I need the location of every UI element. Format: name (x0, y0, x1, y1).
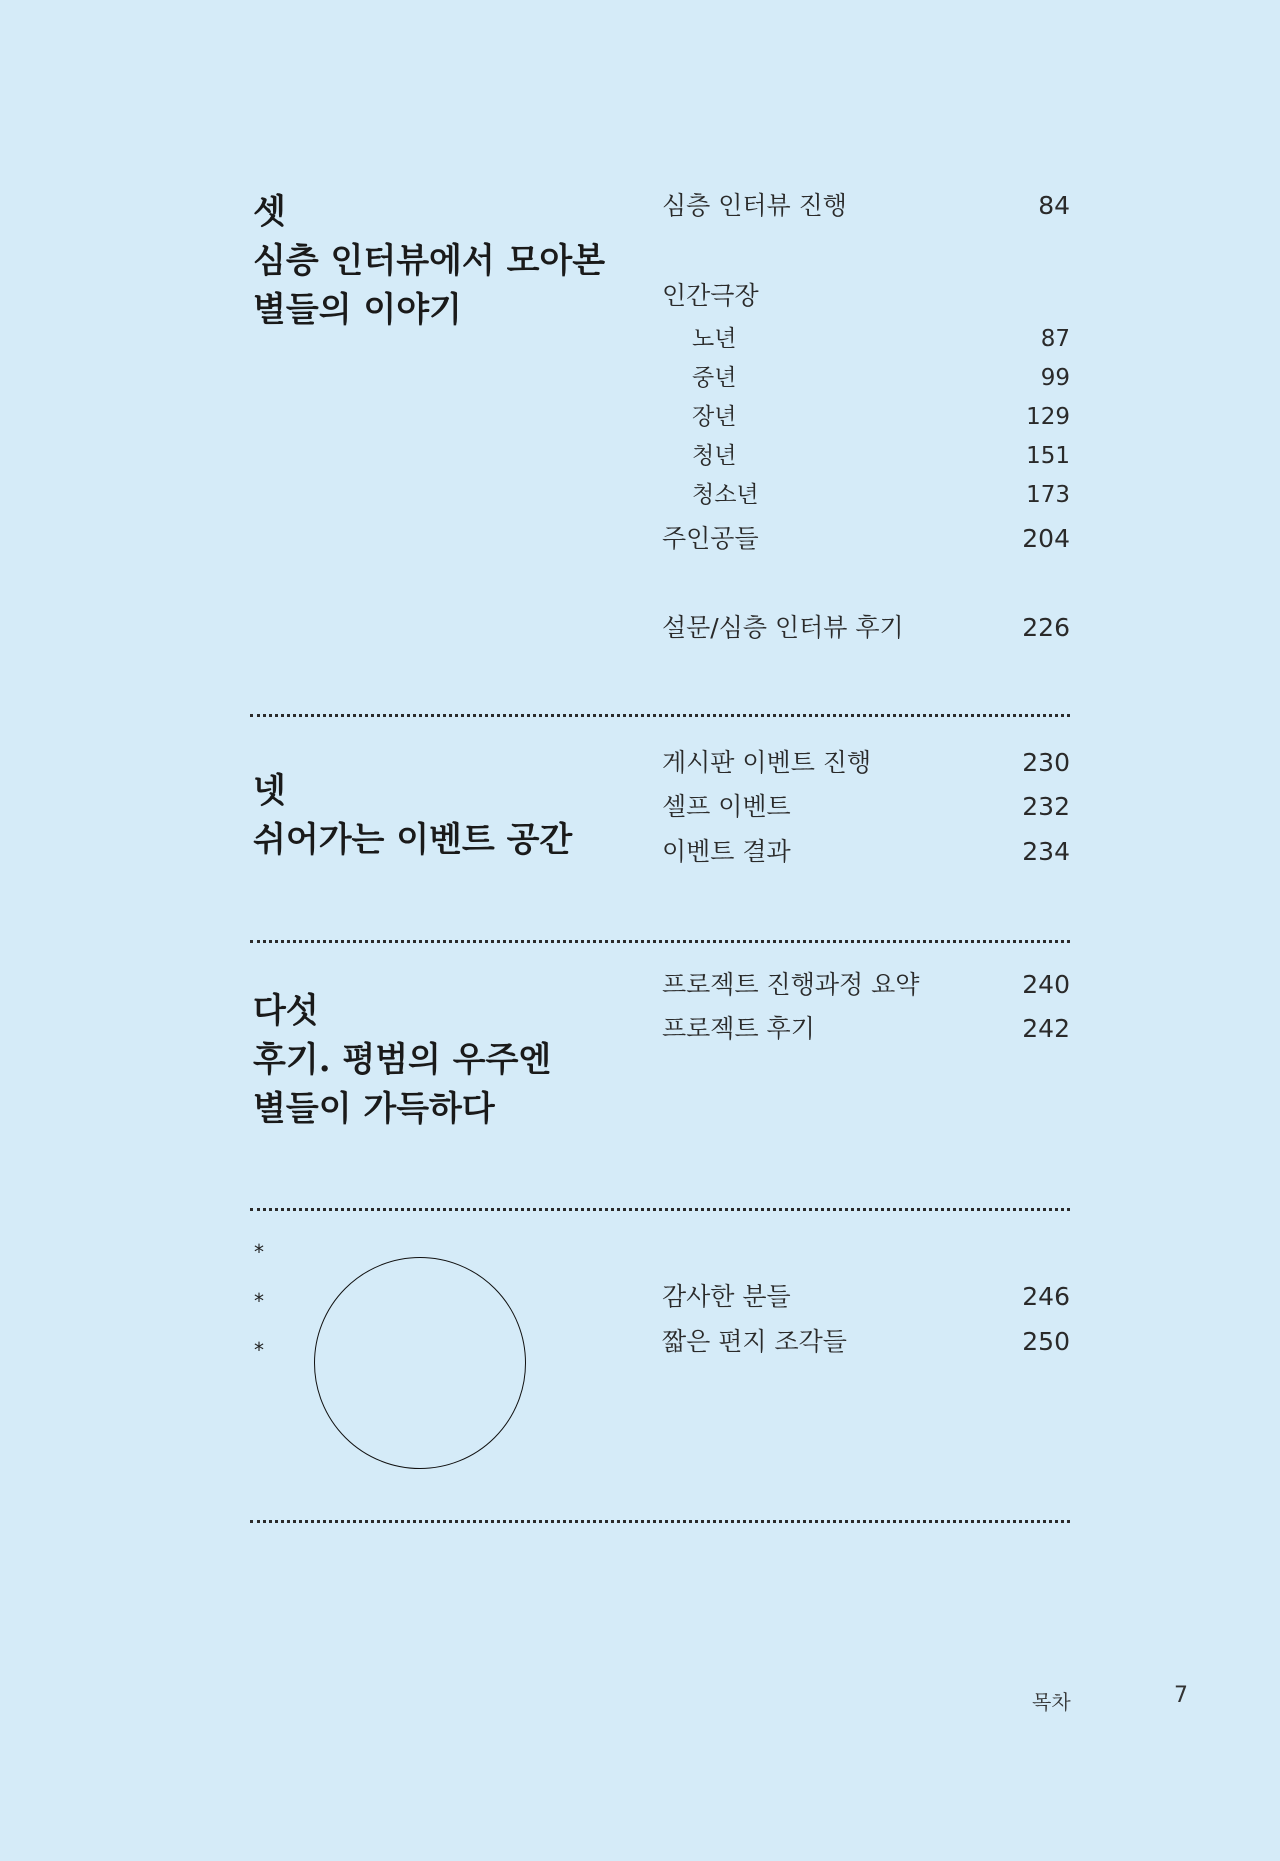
toc-entry[interactable] (662, 1324, 1070, 1360)
star-mark: * (254, 1289, 264, 1313)
toc-entry-label: 장년 (692, 404, 737, 430)
section-number: 다섯 (253, 991, 319, 1031)
section-title (253, 987, 653, 1134)
toc-entry-page: 240 (1022, 970, 1070, 999)
section-title-line: 별들이 가득하다 (253, 1089, 495, 1129)
toc-entry-label: 프로젝트 진행과정 요약 (662, 970, 920, 999)
toc-entry-page: 84 (1038, 191, 1070, 220)
toc-entry-page: 250 (1022, 1327, 1070, 1356)
toc-entry-page: 230 (1022, 748, 1070, 777)
toc-entry-page: 232 (1022, 792, 1070, 821)
section-title (253, 767, 653, 865)
toc-entry-label: 감사한 분들 (662, 1282, 791, 1311)
section-title (253, 188, 653, 335)
page-number: 7 (1174, 1683, 1188, 1708)
section-title-line: 별들의 이야기 (253, 290, 462, 330)
section-title-line: 쉬어가는 이벤트 공간 (253, 820, 573, 860)
star-mark: * (254, 1338, 264, 1362)
section-title-line: 심층 인터뷰에서 모아본 (253, 241, 606, 281)
toc-entry-page: 151 (1026, 443, 1070, 469)
toc-entry-page: 246 (1022, 1282, 1070, 1311)
toc-entry-page: 226 (1022, 613, 1070, 642)
dotted-divider (250, 714, 1070, 717)
toc-entry[interactable] (662, 834, 1070, 870)
dotted-divider (250, 1208, 1070, 1211)
dotted-divider (250, 940, 1070, 943)
toc-entry-label: 짧은 편지 조각들 (662, 1327, 847, 1356)
toc-entry-label: 심층 인터뷰 진행 (662, 191, 847, 220)
toc-entry-group[interactable] (662, 278, 1070, 314)
toc-subentry[interactable] (692, 399, 1070, 435)
toc-entry-label: 주인공들 (662, 524, 759, 553)
toc-entry-label: 프로젝트 후기 (662, 1014, 815, 1043)
toc-entry-label: 셀프 이벤트 (662, 792, 791, 821)
toc-entry-label: 인간극장 (662, 281, 759, 310)
toc-subentry[interactable] (692, 477, 1070, 513)
dotted-divider (250, 1520, 1070, 1523)
toc-entry-label: 청소년 (692, 482, 759, 508)
toc-subentry[interactable] (692, 321, 1070, 357)
circle-decoration (314, 1257, 526, 1469)
toc-entry-label: 중년 (692, 365, 737, 391)
toc-entry[interactable] (662, 789, 1070, 825)
toc-entry-page: 129 (1026, 404, 1070, 430)
toc-entry[interactable] (662, 188, 1070, 224)
toc-entry[interactable] (662, 1279, 1070, 1315)
section-number: 셋 (253, 192, 286, 232)
section-title-line: 후기. 평범의 우주엔 (253, 1040, 552, 1080)
toc-subentry[interactable] (692, 360, 1070, 396)
toc-entry-label: 게시판 이벤트 진행 (662, 748, 872, 777)
toc-entry-page: 87 (1040, 326, 1070, 352)
toc-entry-page: 242 (1022, 1014, 1070, 1043)
toc-entry-label: 청년 (692, 443, 737, 469)
footer-label: 목차 (1032, 1690, 1071, 1714)
toc-entry[interactable] (662, 610, 1070, 646)
toc-entry[interactable] (662, 1011, 1070, 1047)
toc-entry[interactable] (662, 745, 1070, 781)
toc-entry-label: 이벤트 결과 (662, 837, 791, 866)
section-number: 넷 (253, 771, 286, 811)
toc-entry-label: 노년 (692, 326, 737, 352)
toc-entry-page: 204 (1022, 524, 1070, 553)
toc-entry-page: 99 (1040, 365, 1070, 391)
toc-entry-page: 173 (1026, 482, 1070, 508)
toc-subentry[interactable] (692, 438, 1070, 474)
toc-entry[interactable] (662, 521, 1070, 557)
toc-entry-page: 234 (1022, 837, 1070, 866)
star-mark: * (254, 1240, 264, 1264)
toc-entry[interactable] (662, 967, 1070, 1003)
toc-entry-label: 설문/심층 인터뷰 후기 (662, 613, 904, 642)
